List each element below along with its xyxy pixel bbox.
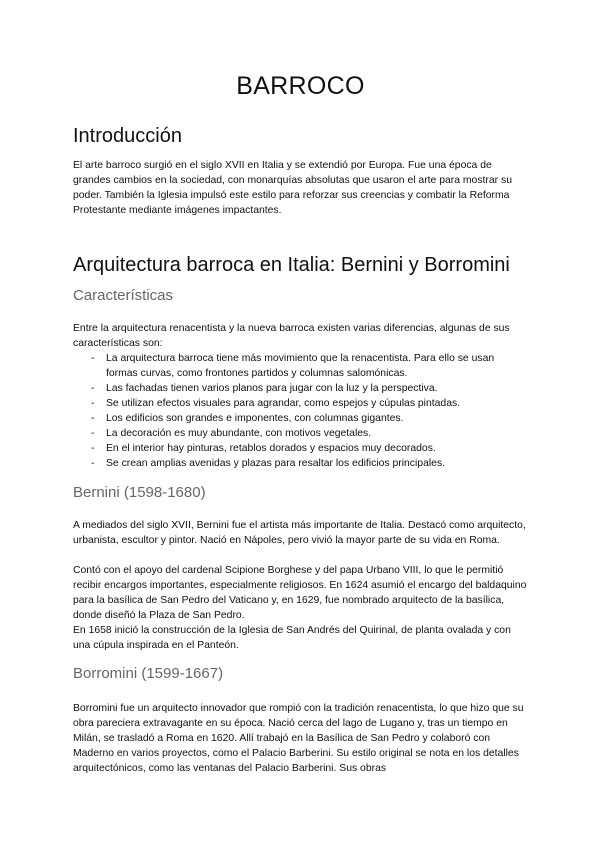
list-item [73, 426, 528, 441]
heading-arquitectura: Arquitectura barroca en Italia: Bernini y Borromini [73, 254, 510, 276]
list-item [73, 351, 528, 381]
paragraph-bernini-1: A mediados del siglo XVII, Bernini fue el artista más importante de Italia. Destacó como arquitecto, urbanista, escultor y pintor. Nació en Nápoles, pero vivió la mayor parte de su vida en Roma. [73, 520, 526, 546]
heading-introduccion: Introducción [73, 125, 182, 147]
bullet-marker: - [91, 383, 95, 394]
characteristics-list [73, 351, 528, 471]
list-item-text: Se crean amplias avenidas y plazas para resaltar los edificios principales. [106, 458, 446, 469]
bullet-marker: - [91, 353, 95, 364]
bullet-marker: - [91, 413, 95, 424]
paragraph-bernini-2: Contó con el apoyo del cardenal Scipione Borghese y del papa Urbano VIII, lo que le permitió recibir encargos importantes, especialmente religiosos. En 1624 asumió el encargo del baldaquino para la basílica de San Pedro del Vaticano y, en 1629, fue nombrado arquitecto de la basílica, donde diseñó la Plaza de San Pedro. [73, 565, 527, 621]
list-item [73, 396, 528, 411]
subheading-caracteristicas: Características [73, 287, 174, 304]
paragraph-bernini-3: En 1658 inició la construcción de la Iglesia de San Andrés del Quirinal, de planta ovalada y con una cúpula inspirada en el Panteón. [73, 625, 511, 651]
list-item-text: Se utilizan efectos visuales para agrandar, como espejos y cúpulas pintadas. [106, 398, 461, 409]
list-item [73, 381, 528, 396]
bullet-marker: - [91, 428, 95, 439]
list-item [73, 411, 528, 426]
paragraph-introduccion: El arte barroco surgió en el siglo XVII en Italia y se extendió por Europa. Fue una época de grandes cambios en la sociedad, con monarquías absolutas que usaron el arte para mostrar su poder. También la Iglesia impulsó este estilo para reforzar sus creencias y combatir la Reforma Protestante mediante imágenes impactantes. [73, 160, 512, 216]
list-item-text: La arquitectura barroca tiene más movimiento que la renacentista. Para ello se usan formas curvas, como frontones partidos y columnas salomónicas. [106, 353, 495, 379]
list-item [73, 456, 528, 471]
bullet-marker: - [91, 443, 95, 454]
list-item-text: En el interior hay pinturas, retablos dorados y espacios muy decorados. [106, 443, 436, 454]
subheading-borromini: Borromini (1599-1667) [73, 665, 224, 682]
list-item-text: La decoración es muy abundante, con motivos vegetales. [106, 428, 372, 439]
list-item-text: Las fachadas tienen varios planos para jugar con la luz y la perspectiva. [106, 383, 438, 394]
subheading-bernini: Bernini (1598-1680) [73, 484, 206, 501]
bullet-marker: - [91, 458, 95, 469]
bullet-marker: - [91, 398, 95, 409]
list-item [73, 441, 528, 456]
list-item-text: Los edificios son grandes e imponentes, con columnas gigantes. [106, 413, 404, 424]
paragraph-borromini: Borromini fue un arquitecto innovador que rompió con la tradición renacentista, lo que hizo que su obra pareciera extravagante en su época. Nació cerca del lago de Lugano y, tras un tiempo en Milán, se trasladó a Roma en 1620. Allí trabajó en la Basílica de San Pedro y colaboró con Maderno en varios proyectos, como el Palacio Barberini. Su estilo original se nota en los detalles arquitectónicos, como las ventanas del Palacio Barberini. Sus obras [73, 703, 524, 774]
document-title: BARROCO [236, 72, 365, 100]
paragraph-caracteristicas: Entre la arquitectura renacentista y la nueva barroca existen varias diferencias, algunas de sus características son: [73, 323, 510, 349]
